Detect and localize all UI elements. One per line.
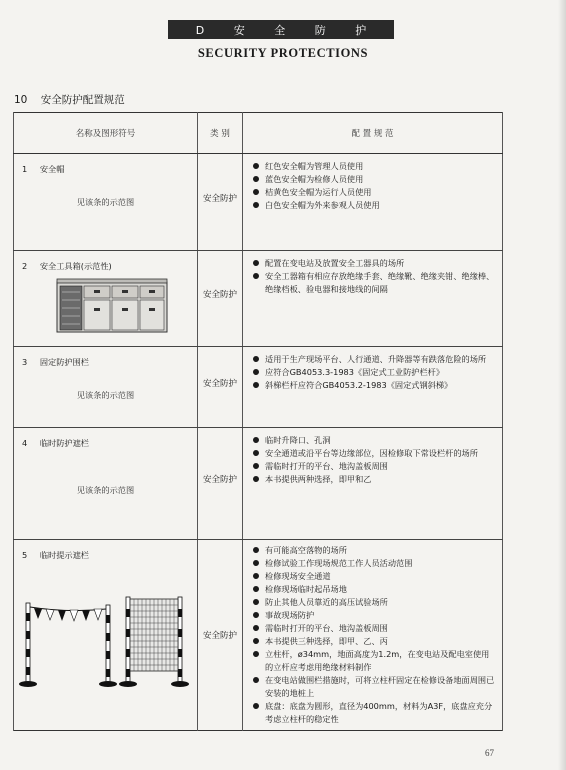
row-divider	[14, 419, 503, 428]
spec-item: 应符合GB4053.3-1983《固定式工业防护栏杆》	[251, 366, 496, 379]
item-index: 5	[22, 550, 28, 560]
spec-list	[243, 154, 502, 216]
tool-cabinet-illustration	[56, 278, 168, 334]
spec-item: 在变电站做围栏措施时，可将立柱杆固定在检修设备地面周围已安装的地桩上	[251, 674, 496, 700]
table-row	[14, 154, 503, 242]
spec-item: 本书提供两种选择，即甲和乙	[251, 473, 496, 486]
table-header-row	[14, 113, 503, 154]
spec-item: 检修现场安全通道	[251, 570, 496, 583]
item-title	[14, 154, 197, 175]
table-row	[14, 250, 503, 338]
item-cell	[14, 154, 198, 242]
header-spec: 配 置 规 范	[243, 113, 503, 154]
section-title: 安全防护配置规范	[40, 94, 125, 106]
spec-item: 临时升降口、孔洞	[251, 434, 496, 447]
chapter-banner	[168, 20, 394, 39]
spec-item: 需临时打开的平台、地沟盖板周围	[251, 622, 496, 635]
spec-item: 安全通道或沿平台等边缘部位，因检修取下常设栏杆的场所	[251, 447, 496, 460]
spec-cell	[243, 154, 503, 242]
spec-list	[243, 540, 502, 730]
table-row	[14, 427, 503, 531]
spec-item: 立柱杆，ø34mm，地面高度为1.2m，在变电站及配电室使用的立杆应考虑用绝缘材料制作	[251, 648, 496, 674]
spec-item: 检修试验工作现场规范工作人员活动范围	[251, 557, 496, 570]
page-number: 67	[485, 748, 494, 758]
section-number: 10	[14, 94, 28, 106]
item-title	[14, 347, 197, 368]
spec-list	[243, 347, 502, 396]
item-cell	[14, 540, 198, 731]
item-index: 4	[22, 437, 28, 448]
spec-item: 桔黄色安全帽为运行人员使用	[251, 186, 496, 199]
item-name: 临时防护遮栏	[39, 437, 89, 448]
security-spec-table	[13, 112, 503, 731]
item-cell	[14, 347, 198, 419]
category-cell: 安全防护	[198, 347, 243, 419]
spec-cell	[243, 540, 503, 731]
see-figure-note: 见该条的示范图	[76, 390, 135, 400]
category-cell: 安全防护	[198, 427, 243, 531]
chapter-title: D 安 全 防 护	[195, 23, 380, 37]
item-cell	[14, 427, 198, 531]
table-row	[14, 347, 503, 419]
item-index: 1	[22, 164, 28, 174]
item-name: 固定防护围栏	[39, 357, 89, 367]
spec-item: 检修现场临时起吊场地	[251, 583, 496, 596]
item-title	[14, 428, 197, 449]
item-index: 3	[22, 357, 28, 367]
item-title	[14, 540, 197, 561]
item-name: 安全工具箱(示范性)	[39, 260, 112, 271]
category-cell: 安全防护	[198, 250, 243, 338]
chapter-subtitle: SECURITY PROTECTIONS	[197, 46, 369, 60]
page-edge-shadow	[558, 0, 566, 770]
spec-item: 蓝色安全帽为检修人员使用	[251, 173, 496, 186]
spec-item: 斜梯栏杆应符合GB4053.2-1983《固定式钢斜梯》	[251, 379, 496, 392]
see-figure-note: 见该条的示范图	[76, 197, 135, 207]
item-cell	[14, 250, 198, 338]
barrier-illustration	[18, 583, 194, 693]
spec-item: 防止其他人员靠近的高压试验场所	[251, 596, 496, 609]
item-name: 安全帽	[39, 164, 65, 174]
see-figure-note: 见该条的示范图	[76, 484, 135, 495]
spec-cell	[243, 347, 503, 419]
row-divider	[14, 531, 503, 540]
spec-item: 白色安全帽为外来参观人员使用	[251, 199, 496, 212]
header-name: 名称及图形符号	[14, 113, 198, 154]
category-cell: 安全防护	[198, 540, 243, 731]
spec-item: 需临时打开的平台、地沟盖板周围	[251, 460, 496, 473]
header-category: 类 别	[198, 113, 243, 154]
item-name: 临时提示遮栏	[39, 550, 89, 560]
spec-list	[243, 428, 502, 490]
row-divider	[14, 242, 503, 251]
section-heading	[14, 92, 125, 107]
table-row	[14, 540, 503, 731]
row-divider	[14, 338, 503, 347]
spec-item: 有可能高空落物的场所	[251, 544, 496, 557]
spec-item: 本书提供三种选择，即甲、乙、丙	[251, 635, 496, 648]
spec-item: 适用于生产现场平台、人行通道、升降器等有跌落危险的场所	[251, 353, 496, 366]
spec-item: 事故现场防护	[251, 609, 496, 622]
spec-item: 红色安全帽为管理人员使用	[251, 160, 496, 173]
spec-cell	[243, 250, 503, 338]
category-cell: 安全防护	[198, 154, 243, 242]
spec-list	[243, 251, 502, 300]
spec-item: 配置在变电站及放置安全工器具的场所	[251, 257, 496, 270]
item-title	[14, 251, 197, 272]
spec-item: 底盘：底盘为圆形，直径为400mm，材料为A3F，底盘应充分考虑立柱杆的稳定性	[251, 700, 496, 726]
item-index: 2	[22, 260, 28, 271]
spec-item: 安全工器箱有相应存放绝缘手套、绝缘靴、绝缘夹钳、绝缘棒、绝缘档板、验电器和接地线的间隔	[251, 270, 496, 296]
spec-cell	[243, 427, 503, 531]
